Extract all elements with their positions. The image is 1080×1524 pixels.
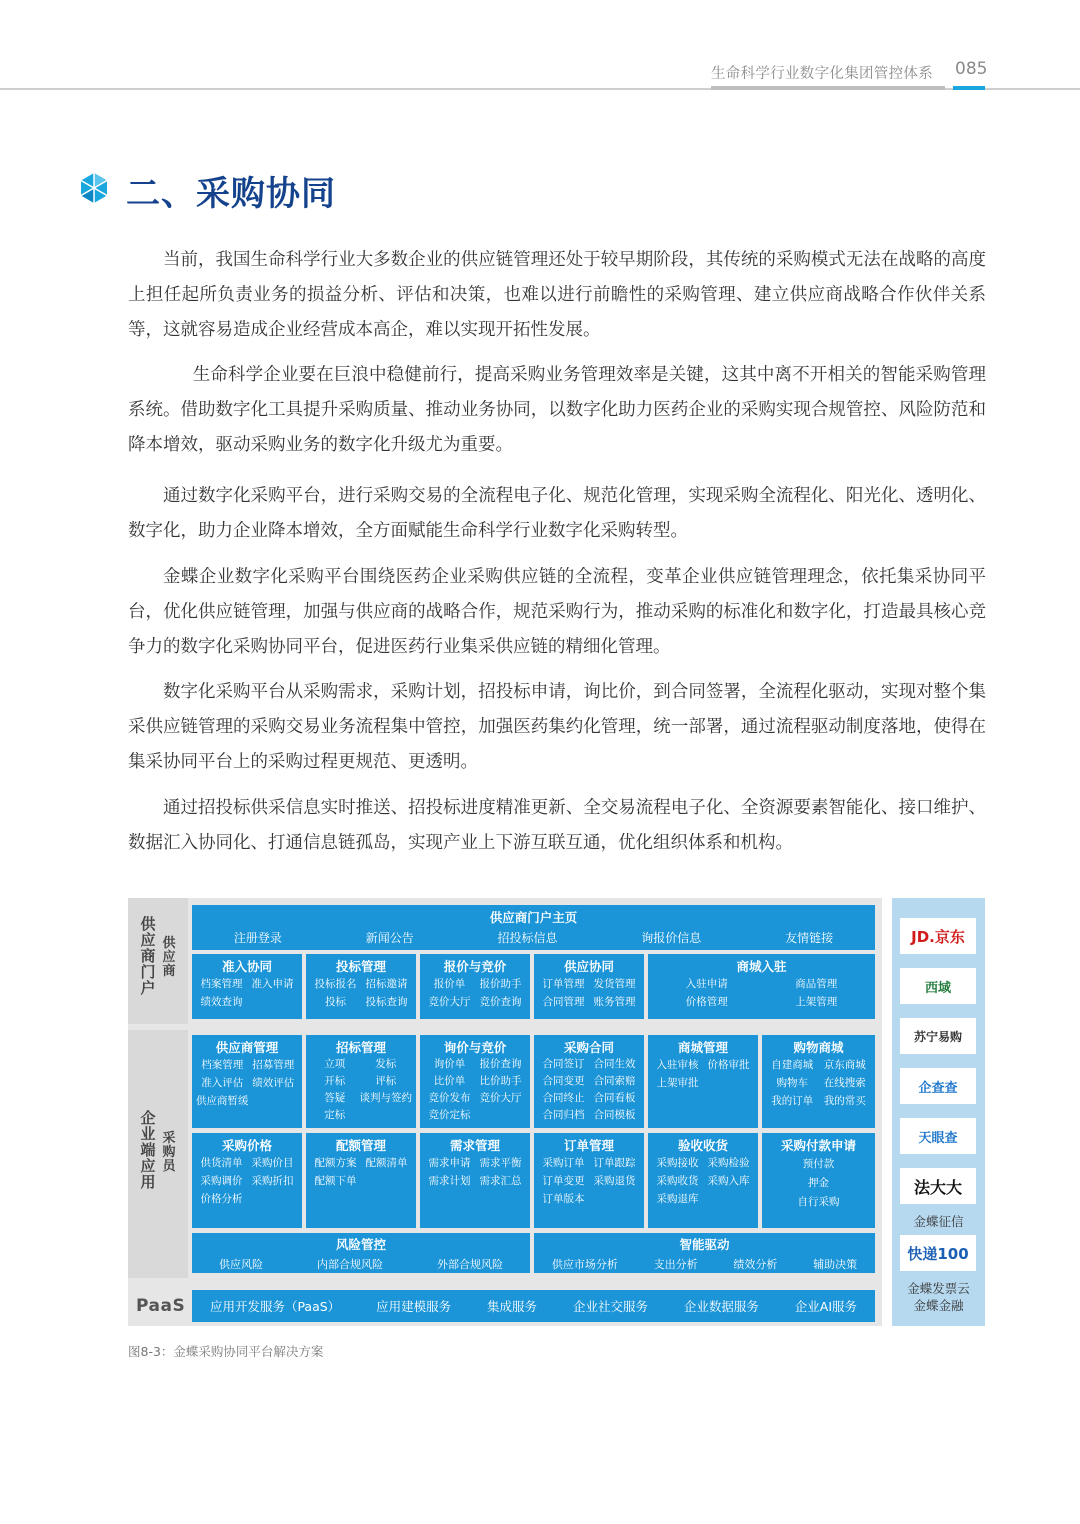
module-title: 商城管理 [677, 1040, 728, 1055]
module-item: 采购收货 [656, 1175, 699, 1187]
module-item: 竞价定标 [428, 1109, 471, 1121]
module-item: 需求平衡 [479, 1157, 522, 1169]
portal-home-item: 询报价信息 [641, 931, 702, 945]
module-item: 我的订单 [771, 1095, 814, 1107]
module-supply-collab [534, 954, 644, 1019]
portal-home-item: 新闻公告 [365, 931, 414, 945]
enterprise-label-area [128, 1030, 188, 1278]
buyer-role-label: 采 购 员 [162, 1131, 176, 1174]
module-item: 供货清单 [200, 1157, 243, 1169]
paragraph: 通过数字化采购平台，进行采购交易的全流程电子化、规范化管理，实现采购全流程化、阳光化、透明化、数字化，助力企业降本增效，全方面赋能生命科学行业数字化采购转型。 [128, 486, 986, 541]
module-quote-bidding [420, 954, 530, 1019]
module-item: 投标查询 [365, 996, 408, 1008]
smart-driven-title: 智能驱动 [679, 1237, 730, 1252]
module-title: 供应商管理 [215, 1040, 279, 1055]
module-item: 投标 [325, 996, 346, 1008]
paragraph: 生命科学企业要在巨浪中稳健前行，提高采购业务管理效率是关键，这其中离不开相关的智能采购管理系统。借助数字化工具提升采购质量、推动业务协同，以数字化助力医药企业的采购实现合规管控、风险防范和降本增效，驱动采购业务的数字化升级尤为重要。 [128, 365, 986, 455]
module-item: 配额方案 [314, 1157, 357, 1169]
portal-home-title: 供应商门户主页 [489, 910, 578, 925]
suning-logo: 苏宁易购 [900, 1018, 976, 1054]
hexagon-icon [78, 172, 110, 204]
module-mall-entry [648, 954, 875, 1019]
module-title: 订单管理 [563, 1138, 614, 1153]
module-item: 合同模板 [593, 1109, 636, 1121]
module-item [360, 1107, 413, 1124]
tianyancha-logo: 天眼查 [900, 1118, 976, 1154]
module-item: 自行采购 [797, 1196, 840, 1208]
supplier-portal-label: 供 应 商 门 户 [140, 915, 156, 997]
module-title: 配额管理 [335, 1138, 386, 1153]
module-item: 报价单 [433, 978, 466, 990]
risk-control-items [192, 1256, 530, 1272]
module-item: 绩效查询 [200, 996, 243, 1008]
section-title: 二、采购协同 [126, 174, 336, 214]
module-item: 采购折扣 [251, 1175, 294, 1187]
paragraph: 金蝶企业数字化采购平台围绕医药企业采购供应链的全流程，变革企业供应链管理理念，依托集采协同平台，优化供应链管理，加强与供应商的战略合作，规范采购行为，推动采购的标准化和数字化，打造最具核心竞争力的数字化采购协同平台，促进医药行业集采供应链的精细化管理。 [128, 567, 986, 657]
module-bid-management [306, 954, 416, 1019]
module-item [247, 993, 298, 1011]
jd-logo: JD.京东 [900, 918, 976, 954]
module-item: 询价单 [433, 1058, 466, 1070]
kingdee-finance-label: 金蝶金融 [913, 1298, 964, 1313]
running-header-title: 生命科学行业数字化集团管控体系 [711, 66, 933, 82]
header-rule-accent-blue [953, 86, 985, 90]
module-item [247, 1190, 298, 1208]
module-title: 需求管理 [449, 1138, 500, 1153]
risk-item: 内部合规风险 [317, 1258, 383, 1271]
paas-item: 集成服务 [487, 1299, 538, 1314]
paas-item: 应用建模服务 [376, 1299, 452, 1314]
module-item: 采购订单 [542, 1157, 585, 1169]
module-item: 配额下单 [314, 1175, 357, 1187]
module-access-collab [192, 954, 302, 1019]
module-payment-request [762, 1133, 875, 1228]
module-item: 投标报名 [314, 978, 357, 990]
module-title: 商城入驻 [736, 959, 787, 974]
module-item: 订单版本 [542, 1193, 585, 1205]
fadada-logo: 法大大 [900, 1168, 976, 1204]
module-item: 采购调价 [200, 1175, 243, 1187]
risk-item: 外部合规风险 [437, 1258, 503, 1271]
module-tender-management [306, 1035, 416, 1128]
portal-home-item: 友情链接 [785, 931, 834, 945]
module-title: 供应协同 [563, 959, 614, 974]
kuaidi100-logo: 快递100 [900, 1235, 976, 1271]
kingdee-credit-label: 金蝶征信 [913, 1214, 964, 1229]
module-item: 合同终止 [542, 1092, 585, 1104]
module-item: 价格管理 [685, 996, 728, 1008]
module-title: 准入协同 [221, 959, 272, 974]
module-item: 价格审批 [707, 1059, 750, 1071]
module-item [249, 1092, 299, 1110]
module-item: 供应商暂缓 [196, 1095, 249, 1107]
portal-home-item: 招投标信息 [497, 931, 558, 945]
module-item: 配额清单 [365, 1157, 408, 1169]
module-item: 在线搜索 [823, 1077, 866, 1089]
smart-item: 辅助决策 [813, 1258, 858, 1271]
module-item: 合同看板 [593, 1092, 636, 1104]
module-item: 比价助手 [479, 1075, 522, 1087]
module-item [589, 1190, 640, 1208]
module-title: 投标管理 [335, 959, 386, 974]
module-item [361, 1172, 412, 1190]
smart-item: 绩效分析 [733, 1258, 778, 1271]
module-item: 需求计划 [428, 1175, 471, 1187]
paas-item: 企业AI服务 [794, 1299, 858, 1314]
module-mall-management [648, 1035, 758, 1128]
module-item: 京东商城 [823, 1059, 866, 1071]
header-rule-accent-grey [711, 86, 945, 90]
module-item: 入驻申请 [685, 978, 728, 990]
module-item: 立项 [324, 1058, 346, 1070]
module-item: 采购退库 [656, 1193, 699, 1205]
module-item: 购物车 [776, 1077, 808, 1089]
paragraph: 当前，我国生命科学行业大多数企业的供应链管理还处于较早期阶段，其传统的采购模式无法在战略的高度上担任起所负责业务的损益分析、评估和决策，也难以进行前瞻性的采购管理、建立供应商战略合作伙伴关系等，这就容易造成企业经营成本高企，难以实现开拓性发展。 [128, 250, 986, 340]
portal-home-items [192, 929, 875, 946]
portal-home-item: 注册登录 [233, 931, 282, 945]
paas-item: 企业数据服务 [683, 1299, 759, 1314]
module-item: 准入评估 [201, 1077, 244, 1089]
module-item: 定标 [324, 1109, 346, 1121]
module-item: 需求汇总 [479, 1175, 522, 1187]
module-item: 报价助手 [479, 978, 522, 990]
module-item: 商品管理 [795, 978, 838, 990]
paragraph: 数字化采购平台从采购需求，采购计划，招投标申请，询比价，到合同签署，全流程化驱动，实现对整个集采供应链管理的采购交易业务流程集中管控，加强医药集约化管理，统一部署，通过流程驱动制度落地，使得在集采协同平台上的采购过程更规范、更透明。 [128, 682, 986, 772]
kingdee-invoice-cloud-label: 金蝶发票云 [907, 1281, 970, 1296]
module-item [703, 1190, 754, 1208]
module-item: 订单管理 [542, 978, 585, 990]
smart-driven-items [534, 1256, 875, 1272]
module-item: 采购退货 [593, 1175, 636, 1187]
module-title: 询价与竞价 [443, 1040, 507, 1055]
module-item: 上架管理 [795, 996, 838, 1008]
module-item: 答疑 [324, 1092, 346, 1104]
module-item: 我的常买 [823, 1095, 866, 1107]
module-item: 竞价大厅 [479, 1092, 522, 1104]
risk-control-title: 风险管控 [335, 1237, 386, 1252]
module-item: 订单跟踪 [593, 1157, 636, 1169]
module-quota-management [306, 1133, 416, 1228]
module-title: 购物商城 [793, 1040, 844, 1055]
figure-caption: 图8-3：金蝶采购协同平台解决方案 [128, 1344, 324, 1359]
module-item: 准入申请 [251, 978, 294, 990]
qichacha-logo: 企查查 [900, 1068, 976, 1104]
module-item: 合同管理 [542, 996, 585, 1008]
module-purchase-contract [534, 1035, 644, 1128]
enterprise-label: 企 业 端 应 用 [140, 1109, 156, 1191]
module-item: 上架审批 [656, 1077, 699, 1089]
module-title: 报价与竞价 [443, 959, 507, 974]
smart-item: 供应市场分析 [551, 1258, 618, 1271]
module-receiving [648, 1133, 758, 1228]
module-item: 谈判与签约 [359, 1092, 412, 1104]
module-item [703, 1074, 754, 1092]
module-item: 发货管理 [593, 978, 636, 990]
module-item: 招标邀请 [365, 978, 408, 990]
module-title: 采购付款申请 [780, 1138, 856, 1153]
supplier-portal-label-area [128, 898, 188, 1024]
module-purchase-price [192, 1133, 302, 1228]
module-item: 采购检验 [707, 1157, 750, 1169]
module-supplier-management [192, 1035, 302, 1128]
module-item: 合同变更 [542, 1075, 585, 1087]
xiyu-logo: 西域 [900, 968, 976, 1004]
module-item: 账务管理 [593, 996, 636, 1008]
module-item: 招募管理 [252, 1059, 295, 1071]
module-item: 预付款 [802, 1158, 835, 1170]
module-item: 报价查询 [479, 1058, 522, 1070]
risk-item: 供应风险 [219, 1258, 263, 1271]
module-item: 采购入库 [707, 1175, 750, 1187]
module-title: 采购合同 [563, 1040, 614, 1055]
module-item [475, 1107, 526, 1124]
module-item: 发标 [375, 1058, 397, 1070]
module-title: 招标管理 [335, 1040, 386, 1055]
paragraph: 通过招投标供采信息实时推送、招投标进度精准更新、全交易流程电子化、全资源要素智能化、接口维护、数据汇入协同化、打通信息链孤岛，实现产业上下游互联互通，优化组织体系和机构。 [128, 798, 986, 853]
module-item: 入驻审核 [656, 1059, 699, 1071]
supplier-role-label: 供 应 商 [162, 936, 176, 979]
module-item: 开标 [324, 1075, 346, 1087]
module-item: 竞价发布 [428, 1092, 471, 1104]
module-item: 需求申请 [428, 1157, 471, 1169]
module-item: 采购价目 [251, 1157, 294, 1169]
module-item: 订单变更 [542, 1175, 585, 1187]
module-order-management [534, 1133, 644, 1228]
module-item: 档案管理 [200, 978, 243, 990]
module-item: 价格分析 [200, 1193, 243, 1205]
page-number: 085 [955, 59, 988, 79]
module-item: 绩效评估 [252, 1077, 295, 1089]
module-item: 竞价大厅 [428, 996, 471, 1008]
module-item: 押金 [808, 1177, 829, 1189]
module-item: 采购接收 [656, 1157, 699, 1169]
module-demand-management [420, 1133, 530, 1228]
paas-items [192, 1297, 875, 1315]
module-shopping-mall [762, 1035, 875, 1128]
module-item: 竞价查询 [479, 996, 522, 1008]
module-item: 合同签订 [542, 1058, 585, 1070]
module-item: 合同生效 [593, 1058, 636, 1070]
module-item: 合同归档 [542, 1109, 585, 1121]
paas-label: PaaS [136, 1296, 186, 1316]
module-inquiry-bidding [420, 1035, 530, 1128]
module-title: 验收收货 [677, 1138, 728, 1153]
module-item: 自建商城 [771, 1059, 814, 1071]
module-title: 采购价格 [221, 1138, 272, 1153]
module-item: 评标 [375, 1075, 397, 1087]
smart-item: 支出分析 [653, 1258, 698, 1271]
module-item: 比价单 [433, 1075, 466, 1087]
paas-item: 应用开发服务（PaaS） [209, 1299, 341, 1314]
module-item: 合同索赔 [593, 1075, 636, 1087]
module-item: 档案管理 [201, 1059, 244, 1071]
paas-item: 企业社交服务 [572, 1299, 648, 1314]
